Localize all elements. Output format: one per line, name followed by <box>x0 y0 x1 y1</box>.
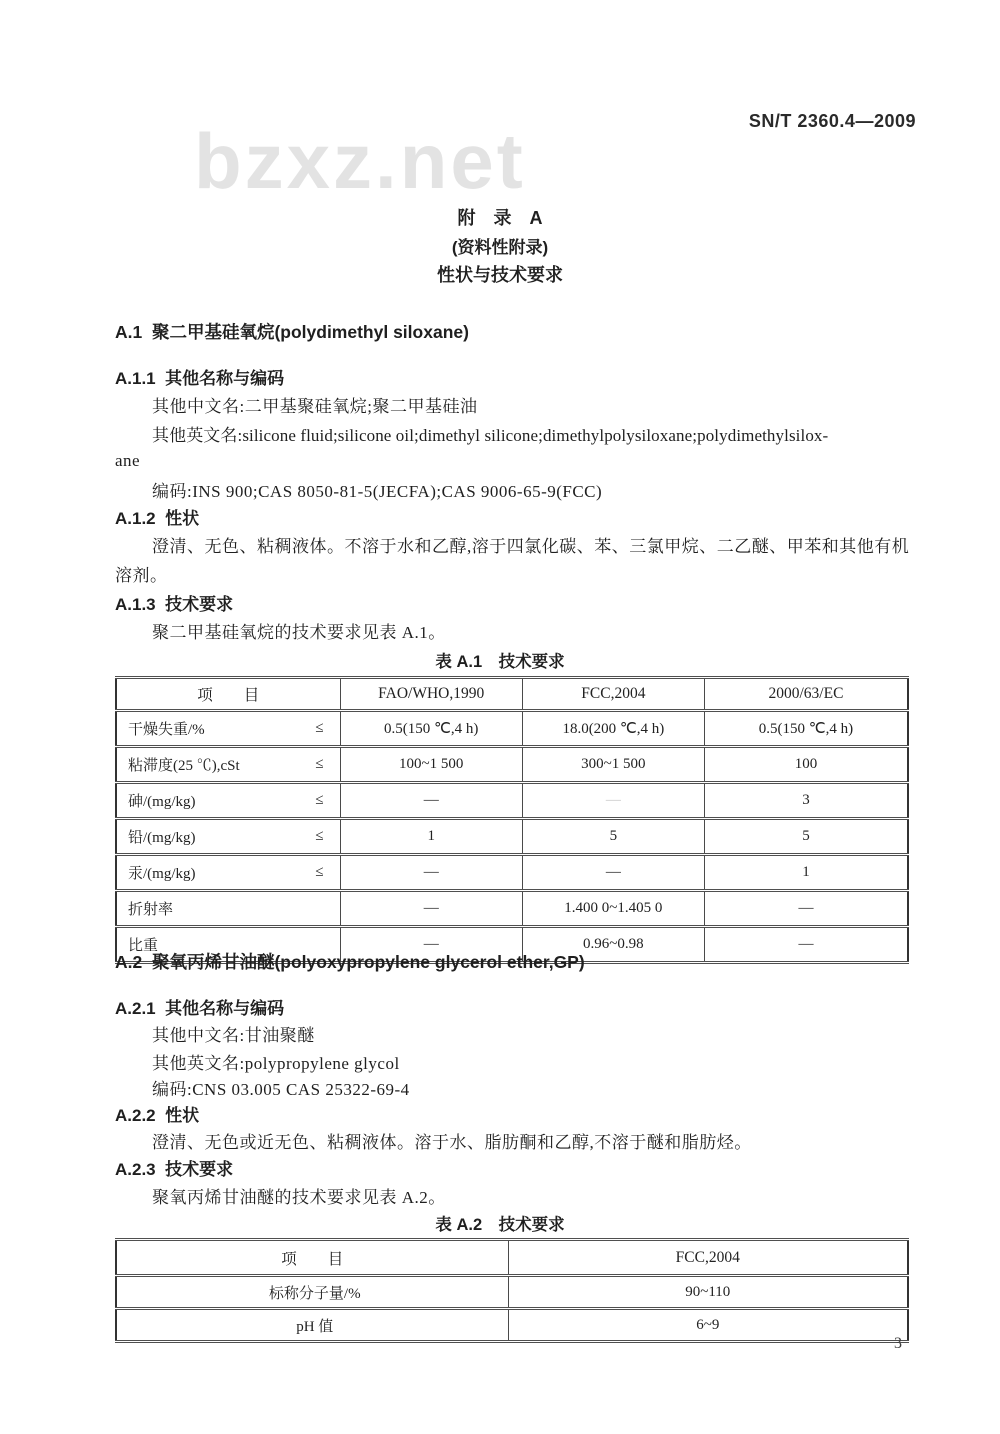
table-cell: — <box>340 855 522 891</box>
row-label: 比重 <box>128 938 159 954</box>
table-cell <box>116 855 340 891</box>
table-row <box>116 747 908 783</box>
table-cell <box>116 711 340 747</box>
leq-symbol: ≤ <box>315 828 324 844</box>
table-row <box>116 891 908 927</box>
row-label: 折射率 <box>128 902 174 918</box>
section-a23-title: A.2.3 技术要求 <box>115 1160 234 1179</box>
a2-requirements-ref: 聚氧丙烯甘油醚的技术要求见表 A.2。 <box>152 1188 446 1207</box>
section-a2-title: A.2 聚氧丙烯甘油醚(polyoxypropylene glycerol ether,GP) <box>115 952 585 972</box>
tech-requirements-table-a1 <box>115 676 909 964</box>
table-cell: 标称分子量/% <box>116 1276 508 1309</box>
row-label: 砷/(mg/kg) <box>128 794 196 810</box>
leq-symbol: ≤ <box>315 756 324 772</box>
row-label: 汞/(mg/kg) <box>128 866 196 882</box>
table-a1-caption: 表 A.1 技术要求 <box>435 653 565 671</box>
a2-codes: 编码:CNS 03.005 CAS 25322-69-4 <box>152 1080 410 1099</box>
column-header: 2000/63/EC <box>704 678 908 711</box>
column-header: FCC,2004 <box>522 678 704 711</box>
table-cell: — <box>522 783 704 819</box>
table-cell: 90~110 <box>508 1276 908 1309</box>
a2-english-names: 其他英文名:polypropylene glycol <box>152 1054 400 1073</box>
table-cell: — <box>704 891 908 927</box>
leq-symbol: ≤ <box>315 792 324 808</box>
a1-english-names-line2: ane <box>115 451 141 470</box>
appendix-heading: 性状与技术要求 <box>437 265 563 285</box>
table-cell: 300~1 500 <box>522 747 704 783</box>
a1-codes: 编码:INS 900;CAS 8050-81-5(JECFA);CAS 9006-65-9(FCC) <box>152 482 603 501</box>
table-cell: — <box>704 927 908 963</box>
table-cell: 18.0(200 ℃,4 h) <box>522 711 704 747</box>
table-cell: 3 <box>704 783 908 819</box>
table-cell: 0.96~0.98 <box>522 927 704 963</box>
watermark: bzxz.net <box>194 117 526 205</box>
table-cell: 0.5(150 ℃,4 h) <box>704 711 908 747</box>
column-header: 项 目 <box>116 1240 508 1276</box>
table-row <box>116 711 908 747</box>
leq-symbol: ≤ <box>315 720 324 736</box>
table-cell <box>116 819 340 855</box>
section-a11-title: A.1.1 其他名称与编码 <box>115 369 285 388</box>
table-cell: 100 <box>704 747 908 783</box>
a1-chinese-names: 其他中文名:二甲基聚硅氧烷;聚二甲基硅油 <box>152 397 478 416</box>
tech-requirements-table-a2 <box>115 1238 909 1343</box>
table-cell: 1 <box>704 855 908 891</box>
a1-english-names-line1: 其他英文名:silicone fluid;silicone oil;dimethyl silicone;dimethylpolysiloxane;polydimethylsilox- <box>152 426 829 445</box>
table-cell: 100~1 500 <box>340 747 522 783</box>
table-row <box>116 855 908 891</box>
a2-chinese-names: 其他中文名:甘油聚醚 <box>152 1026 315 1045</box>
table-cell: 1 <box>340 819 522 855</box>
appendix-subtitle: (资料性附录) <box>451 238 549 257</box>
page-number: 3 <box>894 1335 902 1352</box>
row-label: 铅/(mg/kg) <box>128 830 196 846</box>
section-a21-title: A.2.1 其他名称与编码 <box>115 999 285 1018</box>
table-cell: — <box>340 927 522 963</box>
table-cell <box>116 783 340 819</box>
a1-properties-line2: 溶剂。 <box>115 566 168 585</box>
a2-properties: 澄清、无色或近无色、粘稠液体。溶于水、脂肪酮和乙醇,不溶于醚和脂肪烃。 <box>152 1133 752 1152</box>
table-cell: 5 <box>704 819 908 855</box>
table-cell: — <box>340 891 522 927</box>
table-a2-header-row <box>116 1240 908 1276</box>
section-a1-title: A.1 聚二甲基硅氧烷(polydimethyl siloxane) <box>115 322 469 342</box>
section-a22-title: A.2.2 性状 <box>115 1106 200 1125</box>
table-cell: 0.5(150 ℃,4 h) <box>340 711 522 747</box>
table-cell: 1.400 0~1.405 0 <box>522 891 704 927</box>
doc-code-header: SN/T 2360.4—2009 <box>748 111 916 131</box>
a1-requirements-ref: 聚二甲基硅氧烷的技术要求见表 A.1。 <box>152 623 446 642</box>
row-label: 粘滞度(25 ℃),cSt <box>128 758 240 774</box>
table-a2-caption: 表 A.2 技术要求 <box>435 1216 565 1234</box>
table-cell: 5 <box>522 819 704 855</box>
column-header: FCC,2004 <box>508 1240 908 1276</box>
table-row <box>116 783 908 819</box>
table-cell <box>116 891 340 927</box>
table-cell: — <box>522 855 704 891</box>
table-row <box>116 1276 908 1309</box>
leq-symbol: ≤ <box>315 864 324 880</box>
table-row <box>116 1309 908 1342</box>
section-a13-title: A.1.3 技术要求 <box>115 595 234 614</box>
table-a1-header-row <box>116 678 908 711</box>
table-cell <box>116 747 340 783</box>
column-header: FAO/WHO,1990 <box>340 678 522 711</box>
section-a12-title: A.1.2 性状 <box>115 509 200 528</box>
table-cell: pH 值 <box>116 1309 508 1342</box>
row-label: 干燥失重/% <box>128 722 205 738</box>
a1-properties-line1: 澄清、无色、粘稠液体。不溶于水和乙醇,溶于四氯化碳、苯、三氯甲烷、二乙醚、甲苯和其他有机 <box>152 537 910 556</box>
appendix-title: 附 录 A <box>457 208 543 228</box>
table-row <box>116 819 908 855</box>
column-header: 项 目 <box>116 678 340 711</box>
table-cell: — <box>340 783 522 819</box>
table-cell: 6~9 <box>508 1309 908 1342</box>
